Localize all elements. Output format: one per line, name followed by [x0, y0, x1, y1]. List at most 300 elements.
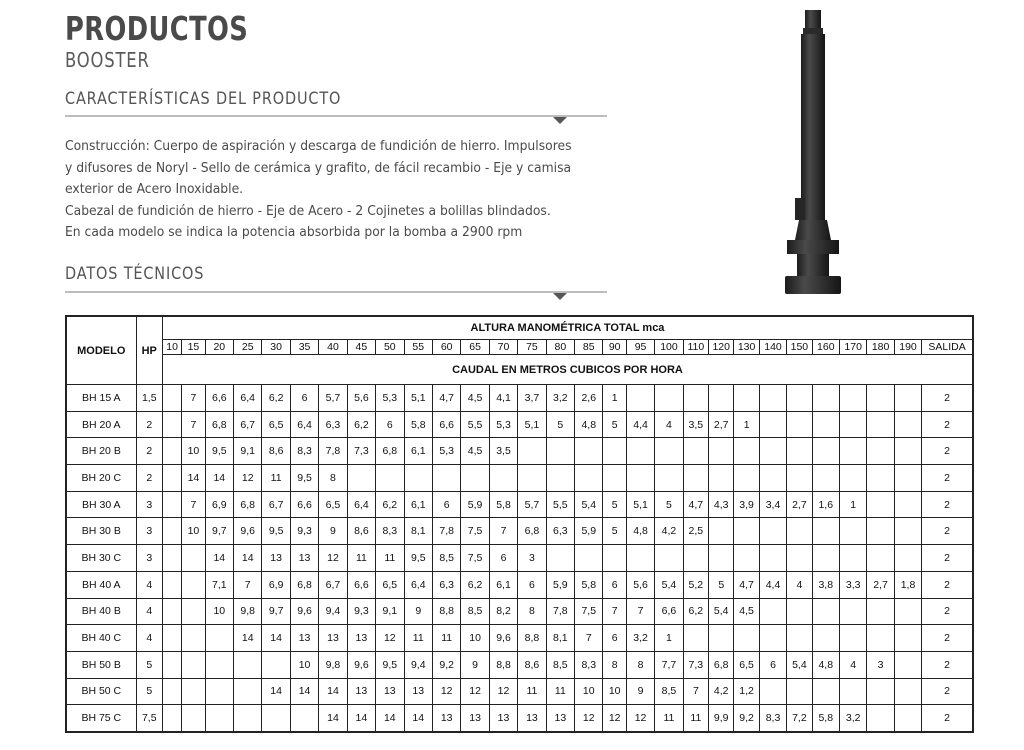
- flow-cell: [759, 411, 786, 438]
- height-column-header: 65: [461, 340, 489, 355]
- flow-cell: [709, 438, 734, 465]
- flow-cell: [432, 465, 460, 492]
- flow-cell: [787, 625, 812, 652]
- flow-cell: 5: [546, 411, 574, 438]
- flow-group-header: CAUDAL EN METROS CUBICOS POR HORA: [162, 355, 973, 385]
- flow-cell: 5,3: [376, 385, 404, 412]
- flow-cell: [812, 518, 839, 545]
- height-column-header: 30: [262, 340, 290, 355]
- height-column-header: 75: [518, 340, 546, 355]
- flow-cell: [518, 465, 546, 492]
- flow-cell: 9,6: [347, 651, 375, 678]
- flow-cell: [787, 518, 812, 545]
- outlet-cell: 2: [922, 678, 973, 705]
- model-cell: BH 75 C: [66, 705, 136, 732]
- flow-cell: 1,2: [734, 678, 759, 705]
- table-row: [66, 465, 973, 492]
- flow-cell: 2,7: [867, 571, 894, 598]
- outlet-column-header: SALIDA: [922, 340, 973, 355]
- height-column-header: 80: [546, 340, 574, 355]
- flow-cell: [262, 705, 290, 732]
- flow-cell: 5,2: [683, 571, 708, 598]
- flow-cell: 13: [319, 625, 347, 652]
- table-row: [66, 545, 973, 572]
- flow-cell: 8,2: [489, 598, 517, 625]
- flow-cell: 6,2: [347, 411, 375, 438]
- flow-cell: [839, 678, 866, 705]
- flow-cell: 1,8: [894, 571, 921, 598]
- flow-cell: 3,3: [839, 571, 866, 598]
- flow-cell: 14: [319, 705, 347, 732]
- flow-cell: [839, 545, 866, 572]
- flow-cell: [603, 545, 626, 572]
- flow-cell: [162, 491, 181, 518]
- flow-cell: 5: [603, 411, 626, 438]
- hp-cell: 4: [136, 571, 162, 598]
- flow-cell: 9: [319, 518, 347, 545]
- flow-cell: 7: [182, 385, 205, 412]
- flow-cell: 7: [626, 598, 654, 625]
- flow-cell: [812, 465, 839, 492]
- flow-cell: [867, 491, 894, 518]
- flow-cell: 2,6: [575, 385, 603, 412]
- caret-down-icon: [553, 117, 567, 124]
- flow-cell: 6,7: [262, 491, 290, 518]
- table-row: [66, 571, 973, 598]
- outlet-cell: 2: [922, 625, 973, 652]
- flow-cell: 5,8: [489, 491, 517, 518]
- flow-cell: [205, 651, 233, 678]
- flow-cell: [734, 518, 759, 545]
- flow-cell: 5,9: [575, 518, 603, 545]
- flow-cell: 9,3: [290, 518, 318, 545]
- flow-cell: [234, 705, 262, 732]
- flow-cell: 1: [839, 491, 866, 518]
- flow-cell: 9,4: [404, 651, 432, 678]
- flow-cell: 14: [404, 705, 432, 732]
- height-column-header: 20: [205, 340, 233, 355]
- flow-cell: 7,8: [432, 518, 460, 545]
- flow-cell: [162, 438, 181, 465]
- flow-cell: [839, 518, 866, 545]
- flow-cell: [734, 465, 759, 492]
- flow-cell: [683, 545, 708, 572]
- flow-cell: [759, 385, 786, 412]
- flow-cell: 11: [518, 678, 546, 705]
- flow-cell: 10: [205, 598, 233, 625]
- flow-cell: 8,8: [489, 651, 517, 678]
- flow-cell: 6,2: [461, 571, 489, 598]
- flow-cell: 3,9: [734, 491, 759, 518]
- flow-cell: 5,7: [518, 491, 546, 518]
- flow-cell: [812, 411, 839, 438]
- flow-cell: [162, 651, 181, 678]
- flow-cell: 4: [655, 411, 683, 438]
- flow-cell: 9,6: [234, 518, 262, 545]
- outlet-cell: 2: [922, 598, 973, 625]
- flow-cell: [626, 545, 654, 572]
- height-column-header: 160: [812, 340, 839, 355]
- flow-cell: 8,5: [461, 598, 489, 625]
- hp-column-header: HP: [136, 316, 162, 385]
- flow-cell: [162, 465, 181, 492]
- flow-cell: [683, 465, 708, 492]
- flow-cell: 7: [234, 571, 262, 598]
- flow-cell: [234, 678, 262, 705]
- flow-cell: 8,8: [518, 625, 546, 652]
- flow-cell: 5,4: [655, 571, 683, 598]
- flow-cell: 3,7: [518, 385, 546, 412]
- flow-cell: 8,6: [262, 438, 290, 465]
- flow-cell: 11: [347, 545, 375, 572]
- flow-cell: 7: [182, 411, 205, 438]
- height-column-header: 150: [787, 340, 812, 355]
- flow-cell: 10: [290, 651, 318, 678]
- outlet-cell: 2: [922, 518, 973, 545]
- flow-cell: 5,8: [575, 571, 603, 598]
- flow-cell: 7,8: [319, 438, 347, 465]
- flow-cell: [376, 465, 404, 492]
- outlet-cell: 2: [922, 571, 973, 598]
- hp-cell: 5: [136, 651, 162, 678]
- flow-cell: 9,5: [376, 651, 404, 678]
- outlet-cell: 2: [922, 385, 973, 412]
- flow-cell: 5,1: [626, 491, 654, 518]
- flow-cell: 1,6: [812, 491, 839, 518]
- flow-cell: 7,2: [787, 705, 812, 732]
- flow-cell: 14: [234, 625, 262, 652]
- flow-cell: 6,6: [655, 598, 683, 625]
- flow-cell: 6,6: [205, 385, 233, 412]
- flow-cell: [347, 465, 375, 492]
- description-line: Construcción: Cuerpo de aspiración y descarga de fundición de hierro. Impulsores: [65, 138, 572, 154]
- flow-cell: 8,6: [347, 518, 375, 545]
- flow-cell: [162, 571, 181, 598]
- table-row: [66, 518, 973, 545]
- flow-cell: 4: [839, 651, 866, 678]
- flow-cell: 6,8: [518, 518, 546, 545]
- flow-cell: 6,5: [376, 571, 404, 598]
- flow-cell: 13: [262, 545, 290, 572]
- hp-cell: 1,5: [136, 385, 162, 412]
- flow-cell: 8,1: [404, 518, 432, 545]
- flow-cell: 6,8: [234, 491, 262, 518]
- flow-cell: 6,6: [290, 491, 318, 518]
- flow-cell: 7,3: [683, 651, 708, 678]
- height-column-header: 90: [603, 340, 626, 355]
- flow-cell: 8: [603, 651, 626, 678]
- flow-cell: [603, 438, 626, 465]
- flow-cell: [205, 705, 233, 732]
- flow-cell: 6: [290, 385, 318, 412]
- flow-cell: 6,1: [489, 571, 517, 598]
- flow-cell: 6,5: [262, 411, 290, 438]
- flow-cell: 3,2: [626, 625, 654, 652]
- flow-cell: [518, 438, 546, 465]
- flow-cell: 11: [432, 625, 460, 652]
- table-row: [66, 385, 973, 412]
- height-column-header: 15: [182, 340, 205, 355]
- flow-cell: 4,4: [759, 571, 786, 598]
- flow-cell: 7: [603, 598, 626, 625]
- flow-cell: 9,8: [319, 651, 347, 678]
- flow-cell: [812, 385, 839, 412]
- flow-cell: [812, 598, 839, 625]
- flow-cell: 13: [347, 678, 375, 705]
- flow-cell: [867, 705, 894, 732]
- flow-cell: 13: [546, 705, 574, 732]
- height-column-header: 170: [839, 340, 866, 355]
- flow-cell: [812, 625, 839, 652]
- flow-cell: 1: [655, 625, 683, 652]
- flow-cell: 1: [734, 411, 759, 438]
- flow-cell: 7: [182, 491, 205, 518]
- flow-cell: [655, 465, 683, 492]
- flow-cell: 6,4: [234, 385, 262, 412]
- flow-cell: [894, 598, 921, 625]
- flow-cell: 8,8: [432, 598, 460, 625]
- flow-cell: 9,4: [319, 598, 347, 625]
- flow-cell: [759, 518, 786, 545]
- flow-cell: 7,3: [347, 438, 375, 465]
- flow-cell: 14: [262, 625, 290, 652]
- flow-cell: [839, 465, 866, 492]
- flow-cell: [489, 465, 517, 492]
- flow-cell: 13: [347, 625, 375, 652]
- flow-cell: 6: [376, 411, 404, 438]
- flow-cell: [162, 545, 181, 572]
- flow-cell: 4,5: [461, 438, 489, 465]
- flow-cell: 6,6: [347, 571, 375, 598]
- flow-cell: 9,5: [205, 438, 233, 465]
- flow-cell: 5,4: [709, 598, 734, 625]
- flow-cell: 6,2: [683, 598, 708, 625]
- flow-cell: [787, 678, 812, 705]
- flow-cell: [787, 411, 812, 438]
- flow-cell: 13: [432, 705, 460, 732]
- flow-cell: [546, 465, 574, 492]
- table-row: [66, 678, 973, 705]
- flow-cell: [894, 411, 921, 438]
- flow-cell: 8,5: [546, 651, 574, 678]
- features-heading: CARACTERÍSTICAS DEL PRODUCTO: [65, 89, 342, 109]
- flow-cell: 6,4: [404, 571, 432, 598]
- flow-cell: 12: [603, 705, 626, 732]
- flow-cell: [839, 411, 866, 438]
- flow-cell: [575, 438, 603, 465]
- table-row: [66, 705, 973, 732]
- flow-cell: [290, 705, 318, 732]
- flow-cell: 14: [234, 545, 262, 572]
- outlet-cell: 2: [922, 465, 973, 492]
- flow-cell: 11: [546, 678, 574, 705]
- flow-cell: 7: [489, 518, 517, 545]
- technical-divider: [65, 291, 607, 293]
- flow-cell: 9,5: [262, 518, 290, 545]
- flow-cell: 2,5: [683, 518, 708, 545]
- flow-cell: 6,7: [319, 571, 347, 598]
- flow-cell: 10: [182, 518, 205, 545]
- height-column-header: 180: [867, 340, 894, 355]
- flow-cell: [894, 518, 921, 545]
- height-column-header: 55: [404, 340, 432, 355]
- flow-cell: 5: [709, 571, 734, 598]
- flow-cell: 6,8: [205, 411, 233, 438]
- height-column-header: 95: [626, 340, 654, 355]
- flow-cell: 3: [867, 651, 894, 678]
- flow-cell: 5: [603, 491, 626, 518]
- flow-cell: [787, 438, 812, 465]
- features-divider: [65, 115, 607, 117]
- flow-cell: 12: [319, 545, 347, 572]
- flow-cell: 5,4: [787, 651, 812, 678]
- flow-cell: 10: [461, 625, 489, 652]
- flow-cell: 2,7: [787, 491, 812, 518]
- caret-down-icon: [553, 293, 567, 300]
- flow-cell: 5,8: [812, 705, 839, 732]
- flow-cell: [182, 625, 205, 652]
- flow-cell: 6,8: [290, 571, 318, 598]
- description-line: y difusores de Noryl - Sello de cerámica y grafito, de fácil recambio - Eje y camisa: [65, 159, 572, 176]
- flow-cell: 7,1: [205, 571, 233, 598]
- table-row: [66, 411, 973, 438]
- outlet-cell: 2: [922, 545, 973, 572]
- flow-cell: 3,8: [812, 571, 839, 598]
- flow-cell: 13: [404, 678, 432, 705]
- flow-cell: [162, 598, 181, 625]
- flow-cell: [759, 625, 786, 652]
- flow-cell: 6: [759, 651, 786, 678]
- flow-cell: 7,5: [575, 598, 603, 625]
- flow-cell: [867, 411, 894, 438]
- hp-cell: 2: [136, 438, 162, 465]
- flow-cell: 6: [489, 545, 517, 572]
- flow-cell: 4,2: [655, 518, 683, 545]
- height-column-header: 25: [234, 340, 262, 355]
- flow-cell: 5,9: [461, 491, 489, 518]
- flow-cell: [162, 625, 181, 652]
- flow-cell: 5,1: [404, 385, 432, 412]
- flow-cell: 9,9: [709, 705, 734, 732]
- flow-cell: 9,3: [347, 598, 375, 625]
- flow-cell: 6,7: [234, 411, 262, 438]
- flow-cell: 9,7: [205, 518, 233, 545]
- flow-cell: [655, 438, 683, 465]
- flow-cell: 6,9: [262, 571, 290, 598]
- flow-cell: 5,8: [404, 411, 432, 438]
- flow-cell: [759, 598, 786, 625]
- flow-cell: 6,1: [404, 491, 432, 518]
- flow-cell: [162, 705, 181, 732]
- flow-cell: 5,6: [626, 571, 654, 598]
- flow-cell: [182, 705, 205, 732]
- flow-cell: 9,1: [234, 438, 262, 465]
- flow-cell: [626, 385, 654, 412]
- flow-cell: [812, 438, 839, 465]
- flow-cell: [894, 385, 921, 412]
- flow-cell: [709, 465, 734, 492]
- flow-cell: [709, 518, 734, 545]
- flow-cell: [787, 385, 812, 412]
- page-subtitle: BOOSTER: [65, 48, 150, 72]
- flow-cell: 11: [262, 465, 290, 492]
- flow-cell: [709, 625, 734, 652]
- flow-cell: [867, 518, 894, 545]
- page-title: PRODUCTOS: [65, 9, 249, 48]
- flow-cell: 14: [262, 678, 290, 705]
- flow-cell: 6,3: [432, 571, 460, 598]
- flow-cell: 13: [489, 705, 517, 732]
- flow-cell: 11: [404, 625, 432, 652]
- flow-cell: 14: [290, 678, 318, 705]
- flow-cell: 8,3: [290, 438, 318, 465]
- flow-cell: [626, 438, 654, 465]
- flow-cell: 4,8: [575, 411, 603, 438]
- flow-cell: 3,2: [839, 705, 866, 732]
- flow-cell: 2,7: [709, 411, 734, 438]
- flow-cell: 7,8: [546, 598, 574, 625]
- flow-cell: 12: [376, 625, 404, 652]
- description-line: exterior de Acero Inoxidable.: [65, 181, 244, 197]
- flow-cell: 14: [205, 465, 233, 492]
- flow-cell: [709, 545, 734, 572]
- flow-cell: [787, 465, 812, 492]
- table-row: [66, 438, 973, 465]
- flow-cell: 6: [518, 571, 546, 598]
- flow-cell: [734, 385, 759, 412]
- flow-cell: 12: [234, 465, 262, 492]
- flow-cell: [162, 678, 181, 705]
- flow-cell: 8,5: [432, 545, 460, 572]
- flow-cell: 5,6: [347, 385, 375, 412]
- flow-cell: 14: [376, 705, 404, 732]
- flow-cell: [812, 678, 839, 705]
- model-cell: BH 30 B: [66, 518, 136, 545]
- flow-cell: 11: [376, 545, 404, 572]
- model-cell: BH 20 C: [66, 465, 136, 492]
- flow-cell: 5,7: [319, 385, 347, 412]
- flow-cell: [546, 438, 574, 465]
- flow-cell: 4,8: [626, 518, 654, 545]
- model-cell: BH 40 C: [66, 625, 136, 652]
- outlet-cell: 2: [922, 438, 973, 465]
- flow-cell: 3,5: [683, 411, 708, 438]
- flow-cell: [894, 705, 921, 732]
- flow-cell: [734, 625, 759, 652]
- flow-cell: 7,7: [655, 651, 683, 678]
- flow-cell: 5,3: [432, 438, 460, 465]
- flow-cell: [205, 678, 233, 705]
- flow-cell: [894, 491, 921, 518]
- flow-cell: 5: [603, 518, 626, 545]
- model-cell: BH 30 C: [66, 545, 136, 572]
- height-column-header: 70: [489, 340, 517, 355]
- model-cell: BH 40 B: [66, 598, 136, 625]
- model-cell: BH 30 A: [66, 491, 136, 518]
- flow-cell: 4,7: [683, 491, 708, 518]
- flow-cell: 7,5: [461, 518, 489, 545]
- hp-cell: 7,5: [136, 705, 162, 732]
- flow-cell: 6,4: [290, 411, 318, 438]
- height-group-header: ALTURA MANOMÉTRICA TOTAL mca: [162, 316, 973, 340]
- flow-cell: 6,2: [262, 385, 290, 412]
- height-column-header: 50: [376, 340, 404, 355]
- flow-cell: [182, 571, 205, 598]
- flow-cell: 14: [205, 545, 233, 572]
- flow-cell: [262, 651, 290, 678]
- outlet-cell: 2: [922, 705, 973, 732]
- flow-cell: 8,5: [655, 678, 683, 705]
